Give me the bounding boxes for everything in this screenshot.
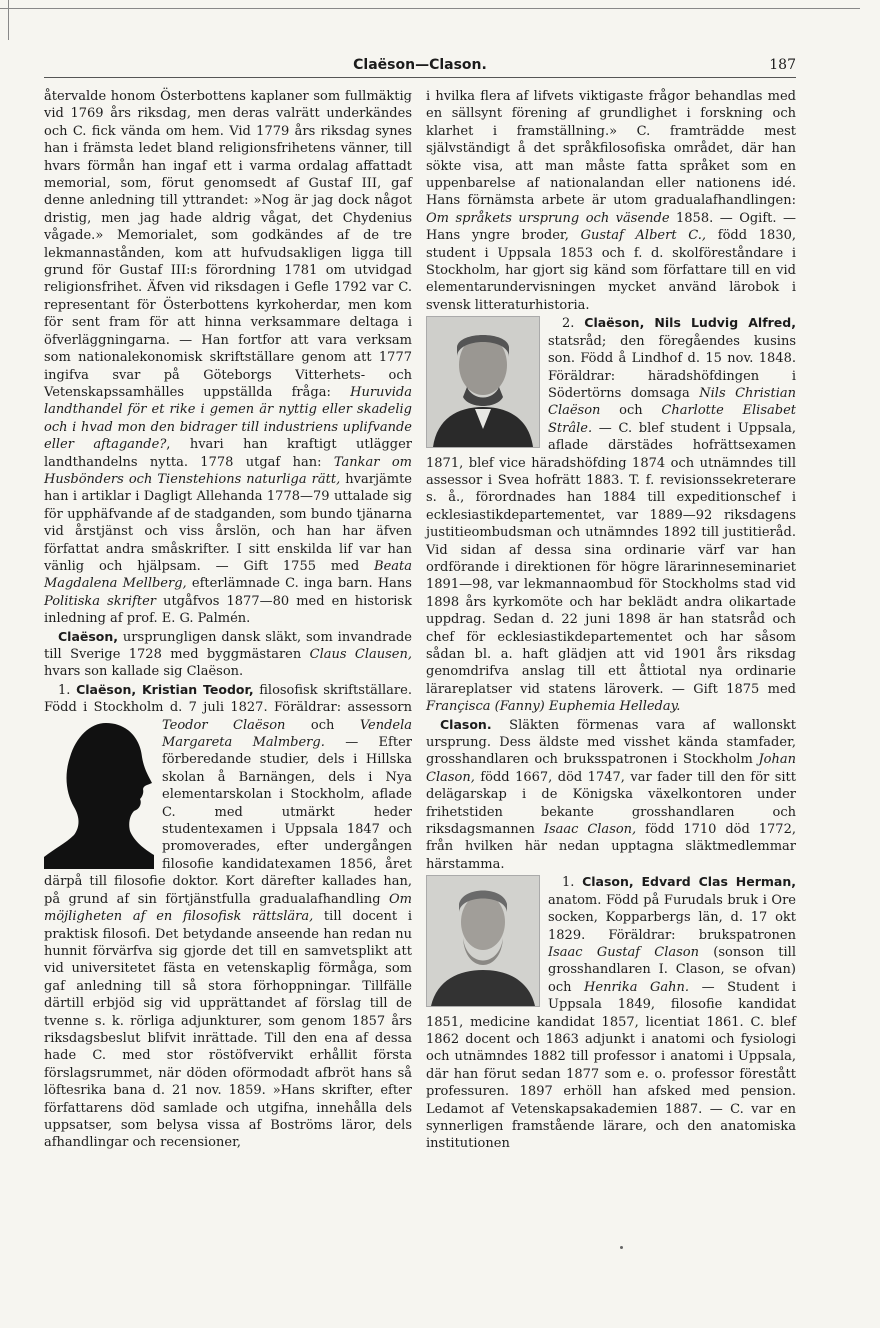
- paragraph-edvard-clas-herman: 1. Clason, Edvard Clas Herman, anatom. Född på Furudals bruk i Ore socken, Kopparbergs län, d. 17 okt 1829. Föräldrar: brukspatronen Isaac Gustaf Clason (sonson till grosshandlaren I. Clason, se ofvan) och Henrika Gahn. — Student i Uppsala 1849, filosofie kandidat 1851, medicine kandidat 1857, licentiat 1861. C. blef 1862 docent och 1863 adjunkt i anatomi och fysiologi och utnämndes 1882 till professor i anatomi i Uppsala, där han förut sedan 1877 som e. o. professor förestått professuren. 1897 erhöll han afsked med pension. Ledamot af Vetenskapsakademien 1887. — C. var en synnerligen framstående lärare, och den anatomiska institutionen: [426, 874, 797, 1152]
- paragraph-nils-ludvig-alfred: 2. Claëson, Nils Ludvig Alfred, statsråd; den föregåendes kusins son. Född å Lindhof d. 15 nov. 1848. Föräldrar: häradshöfdingen i Södertörns domsaga Nils Christian Claëson och Charlotte Elisabet Strâle. — C. blef student i Uppsala, aflade därstädes hofrättsexamen 1871, blef vice häradshöfding 1874 och utnämndes till assessor i Svea hofrätt 1883. T. f. revisionssekreterare s. å., förordnades han 1884 till expeditionschef i ecklesiastikdepartementet, var 1889—92 riksdagens justitieombudsman och utnämndes 1892 till justitieråd. Vid sidan af dessa sina ordinarie värf var han ordförande i direktionen för högre lärarinneseminariet 1891—98, var lekmannaombud för Stockholms stad vid 1898 års kyrkomöte och har beklädt andra olikartade uppdrag. Sedan d. 22 juni 1898 är han statsråd och chef för ecklesiastikdepartementet och har såsom sådan bl. a. haft glädjen att vid 1901 års riksdag genomdrifva anslag till ett åttiotal nya ordinarie lärareplatser vid statens läroverk. — Gift 1875 med Françisca (Fanny) Euphemia Helleday.: [426, 315, 796, 715]
- right-column: [426, 88, 796, 1153]
- speck-mark: [620, 1246, 623, 1249]
- entry-heading: Clason, Edvard Clas Herman,: [582, 874, 796, 890]
- paragraph-claeson-family: Claëson, ursprungligen dansk släkt, som invandrade till Sverige 1728 med byggmästaren Claus Clausen, hvars son kallade sig Claëson.: [44, 628, 412, 680]
- entry-heading: Claëson, Nils Ludvig Alfred,: [584, 315, 796, 331]
- portrait-photo-image: [426, 316, 540, 448]
- scan-border-top: [0, 8, 860, 9]
- entry-heading: Clason.: [440, 716, 492, 732]
- paragraph-claeson-continued: i hvilka flera af lifvets viktigaste frågor behandlas med en sällsynt förening af grundlighet i forskning och klarhet i framställning.» C. framträdde mest självständigt å det språkfilosofiska området, där han sökte visa, att man måste fatta språket som en uppenbarelse af nationalandan eller nationens idé. Hans förnämsta arbete är utom gradualafhandlingen: Om språkets ursprung och väsende 1858. — Ogift. — Hans yngre broder, Gustaf Albert C., född 1830, student i Uppsala 1853 och f. d. skolföreståndare i Stockholm, har gjort sig känd som författare till en vid elementarundervisningen mycket använd lärobok i svensk litteraturhistoria.: [426, 89, 796, 313]
- paragraph-kristian-teodor: 1. Claëson, Kristian Teodor, filosofisk skriftställare. Född i Stockholm d. 7 juli 1827. Föräldrar: assessorn Teodor Claëson och Vendela Margareta Malmberg. — Efter förberedande studier, dels i Hillska skolan å Barnängen, dels i Nya elementarskolan i Stockholm, aflade C. med utmärkt heder studentexamen i Uppsala 1847 och promoverades, efter undergången filosofie kandidatexamen 1856, året därpå till filosofie doktor. Kort därefter kallades han, på grund af sin förtjänstfulla gradualafhandling Om möjligheten af en filosofisk rättslära, till docent i praktisk filosofi. Det betydande anseende han redan nu hunnit förvärfva sig gjorde det till en samvetsplikt att vid universitetet fästa en vetenskaplig förmåga, som gaf anledning till så stora förhoppningar. Tillfälle därtill erbjöd sig vid upprättandet af förslag till de tvenne s. k. rörliga adjunkturer, som genom 1857 års riksdagsbeslut blifvit inrättade. Till den ena af dessa hade C. med stor röstöfvervikt erhållit första förslagsrummet, när döden oförmodadt afbröt hans så löftesrika bana d. 21 nov. 1859. »Hans skrifter, efter författarens död samlade och utgifna, innehålla dels uppsatser, som belysa vissa af Boströms läror, dels afhandlingar och recensioner,: [44, 681, 412, 1151]
- paragraph-clason-family: Clason. Släkten förmenas vara af wallonskt ursprung. Dess äldste med visshet kända stamfader, grosshandlaren och bruksspatronen i Stockholm Johan Clason, född 1667, död 1747, var fader till den för sitt delägarskap i de Königska växelkontoren under frihetstiden bekante grosshandlaren och riksdagsmannen Isaac Clason, född 1710 död 1772, från hvilken här nedan upptagna släktmedlemmar härstamma.: [426, 716, 796, 872]
- entry-heading: Claëson,: [58, 628, 119, 644]
- page-number: 187: [769, 57, 796, 73]
- page-header: [44, 55, 796, 78]
- portrait-photo-image: [426, 875, 540, 1007]
- scan-border-left: [8, 0, 9, 40]
- silhouette-portrait-image: [44, 719, 154, 869]
- paragraph-chydenius-continued: återvalde honom Österbottens kaplaner som fullmäktig vid 1769 års riksdag, men deras valrätt underkändes och C. fick vända om hem. Vid 1779 års riksdag synes han i främsta ledet bland religionsfrihetens vänner, till hvars förmån han ingaf ett i varma ordalag affattadt memorial, som, förut genomsedt af Gustaf III, gaf denne anledning till yttrandet: »Nog är jag dock något dristig, men jag hade aldrig vågat, det Chydenius vågade.» Memorialet, som godkändes af de tre lekmannastånden, kom att hufvudsakligen ligga till grund för Gustaf III:s förordning 1781 om utvidgad religionsfrihet. Äfven vid riksdagen i Gefle 1792 var C. representant för Österbottens kyrkoherdar, men kom för sent fram för att hinna verksammare deltaga i öfverläggningarna. — Han fortfor att vara verksam som nationalekonomisk skriftställare genom att 1777 ingifva svar på Göteborgs Vitterhets- och Vetenskapssamhälles uppställda fråga: Huruvida landthandel för et rike i gemen är nyttig eller skadelig och i hvad mon den bidrager till industriens uplifvande eller aftagande?, hvari han kraftigt utlägger landthandelns nytta. 1778 utgaf han: Tankar om Husbönders och Tienstehions naturliga rätt, hvarjämte han i artiklar i Dagligt Allehanda 1778—79 uttalade sig för upphäfvande af de stadganden, som bundo tjänarna vid årstjänst och viss årslön, och han har äfven författat andra småskrifter. I sitt enskilda lif var han vänlig och hjälpsam. — Gift 1755 med Beata Magdalena Mellberg, efterlämnade C. inga barn. Hans Politiska skrifter utgåfvos 1877—80 med en historisk inledning af prof. E. G. Palmén.: [44, 89, 413, 627]
- left-column: [44, 88, 412, 1152]
- entry-heading: Claëson, Kristian Teodor,: [76, 681, 254, 697]
- running-title: Claëson—Clason.: [353, 57, 487, 73]
